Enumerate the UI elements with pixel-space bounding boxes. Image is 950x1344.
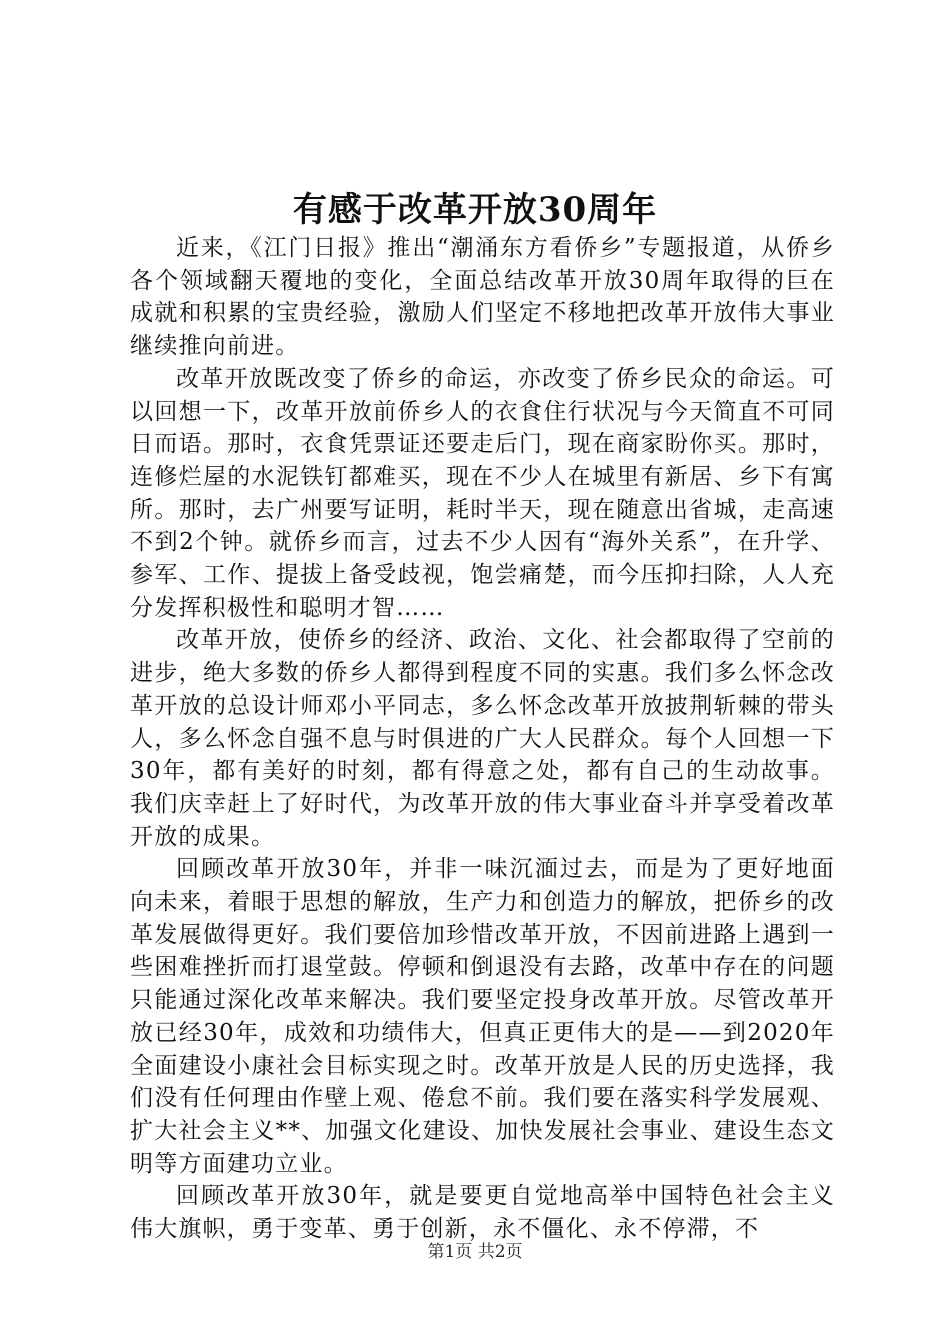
document-body xyxy=(130,232,835,1246)
paragraph-5: 回顾改革开放30年，就是要更自觉地高举中国特色社会主义伟大旗帜，勇于变革、勇于创新，永不僵化、永不停滞，不 xyxy=(130,1183,835,1243)
page-footer: 第1页 共2页 xyxy=(427,1242,523,1262)
paragraph-2: 改革开放既改变了侨乡的命运，亦改变了侨乡民众的命运。可以回想一下，改革开放前侨乡人的衣食住行状况与今天简直不可同日而语。那时，衣食凭票证还要走后门，现在商家盼你买。那时，连修烂屋的水泥铁钉都难买，现在不少人在城里有新居、乡下有寓所。那时，去广州要写证明，耗时半天，现在随意出省城，走高速不到2个钟。就侨乡而言，过去不少人因有“海外关系”，在升学、参军、工作、提拔上备受歧视，饱尝痛楚，而今压抑扫除，人人充分发挥积极性和聪明才智…… xyxy=(130,365,835,621)
document-title: 有感于改革开放30周年 xyxy=(292,190,658,230)
paragraph-1: 近来，《江门日报》推出“潮涌东方看侨乡”专题报道，从侨乡各个领域翻天覆地的变化，全面总结改革开放30周年取得的巨在成就和积累的宝贵经验，激励人们坚定不移地把改革开放伟大事业继续推向前进。 xyxy=(130,235,835,360)
paragraph-4: 回顾改革开放30年，并非一味沉湎过去，而是为了更好地面向未来，着眼于思想的解放，生产力和创造力的解放，把侨乡的改革发展做得更好。我们要倍加珍惜改革开放，不因前进路上遇到一些困难挫折而打退堂鼓。停顿和倒退没有去路，改革中存在的问题只能通过深化改革来解决。我们要坚定投身改革开放。尽管改革开放已经30年，成效和功绩伟大，但真正更伟大的是——到2020年全面建设小康社会目标实现之时。改革开放是人民的历史选择，我们没有任何理由作壁上观、倦怠不前。我们要在落实科学发展观、扩大社会主义**、加强文化建设、加快发展社会事业、建设生态文明等方面建功立业。 xyxy=(130,856,835,1177)
paragraph-3: 改革开放，使侨乡的经济、政治、文化、社会都取得了空前的进步，绝大多数的侨乡人都得到程度不同的实惠。我们多么怀念改革开放的总设计师邓小平同志，多么怀念改革开放披荆斩棘的带头人，多么怀念自强不息与时俱进的广大人民群众。每个人回想一下30年，都有美好的时刻，都有得意之处，都有自己的生动故事。我们庆幸赶上了好时代，为改革开放的伟大事业奋斗并享受着改革开放的成果。 xyxy=(130,627,835,850)
